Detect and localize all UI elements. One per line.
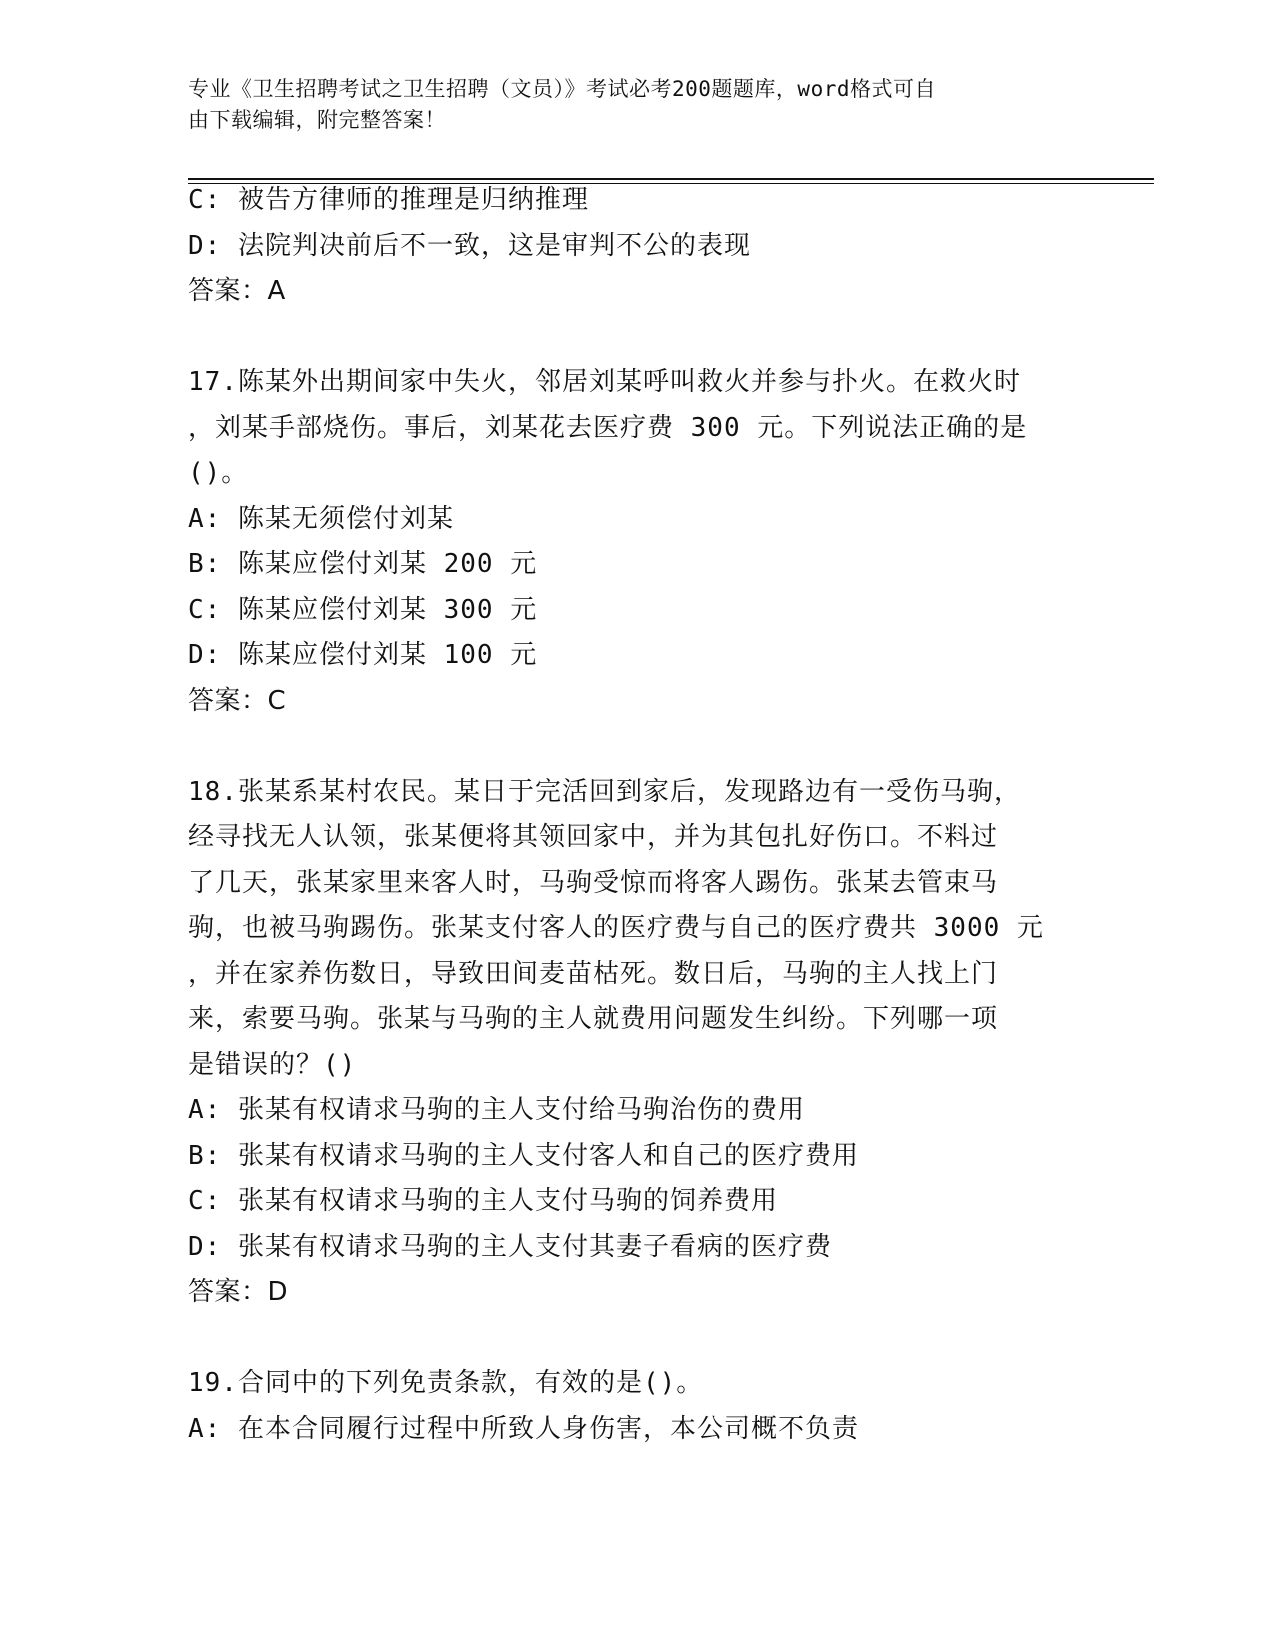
question-19-option-a: A: 在本合同履行过程中所致人身伤害，本公司概不负责 xyxy=(188,1413,859,1444)
question-18-line: 了几天，张某家里来客人时，马驹受惊而将客人踢伤。张某去管束马 xyxy=(188,867,999,898)
header-line-2: 由下载编辑，附完整答案！ xyxy=(188,108,446,132)
document-body xyxy=(188,178,1068,1452)
question-18-option-d: D: 张某有权请求马驹的主人支付其妻子看病的医疗费 xyxy=(188,1231,832,1262)
document-header xyxy=(188,74,1068,136)
spacer xyxy=(188,1316,1068,1362)
question-19-line: 19.合同中的下列免责条款，有效的是()。 xyxy=(188,1368,704,1398)
question-18-line: 是错误的？() xyxy=(188,1049,357,1080)
question-18-line: 经寻找无人认领，张某便将其领回家中，并为其包扎好伤口。不料过 xyxy=(188,822,999,852)
question-18-option-c: C: 张某有权请求马驹的主人支付马驹的饲养费用 xyxy=(188,1186,778,1216)
question-17-option-b: B: 陈某应偿付刘某 200 元 xyxy=(188,549,538,579)
spacer xyxy=(188,724,1068,770)
spacer xyxy=(188,315,1068,361)
question-18-line: 驹，也被马驹踢伤。张某支付客人的医疗费与自己的医疗费共 3000 元 xyxy=(188,913,1044,943)
option-d: D: 法院判决前后不一致，这是审判不公的表现 xyxy=(188,230,751,261)
question-18-option-b: B: 张某有权请求马驹的主人支付客人和自己的医疗费用 xyxy=(188,1140,859,1171)
question-18-line: 来，索要马驹。张某与马驹的主人就费用问题发生纠纷。下列哪一项 xyxy=(188,1004,999,1034)
question-18-line: 18.张某系某村农民。某日于完活回到家后，发现路边有一受伤马驹， xyxy=(188,776,1021,807)
option-c: C: 被告方律师的推理是归纳推理 xyxy=(188,185,589,215)
question-18-line: ，并在家养伤数日，导致田间麦苗枯死。数日后，马驹的主人找上门 xyxy=(188,958,999,989)
question-17-option-a: A: 陈某无须偿付刘某 xyxy=(188,503,454,534)
question-17-line: 17.陈某外出期间家中失火，邻居刘某呼叫救火并参与扑火。在救火时 xyxy=(188,367,1021,397)
question-17-line: ()。 xyxy=(188,458,249,488)
question-18-option-a: A: 张某有权请求马驹的主人支付给马驹治伤的费用 xyxy=(188,1095,805,1125)
question-17-answer: 答案：C xyxy=(188,685,287,716)
header-line-1: 专业《卫生招聘考试之卫生招聘（文员）》考试必考200题题库，word格式可自 xyxy=(188,77,936,101)
answer-line: 答案：A xyxy=(188,276,286,306)
question-17-option-c: C: 陈某应偿付刘某 300 元 xyxy=(188,594,538,625)
question-18-answer: 答案：D xyxy=(188,1277,289,1307)
question-17-option-d: D: 陈某应偿付刘某 100 元 xyxy=(188,640,538,670)
question-17-line: ，刘某手部烧伤。事后，刘某花去医疗费 300 元。下列说法正确的是 xyxy=(188,412,1028,443)
